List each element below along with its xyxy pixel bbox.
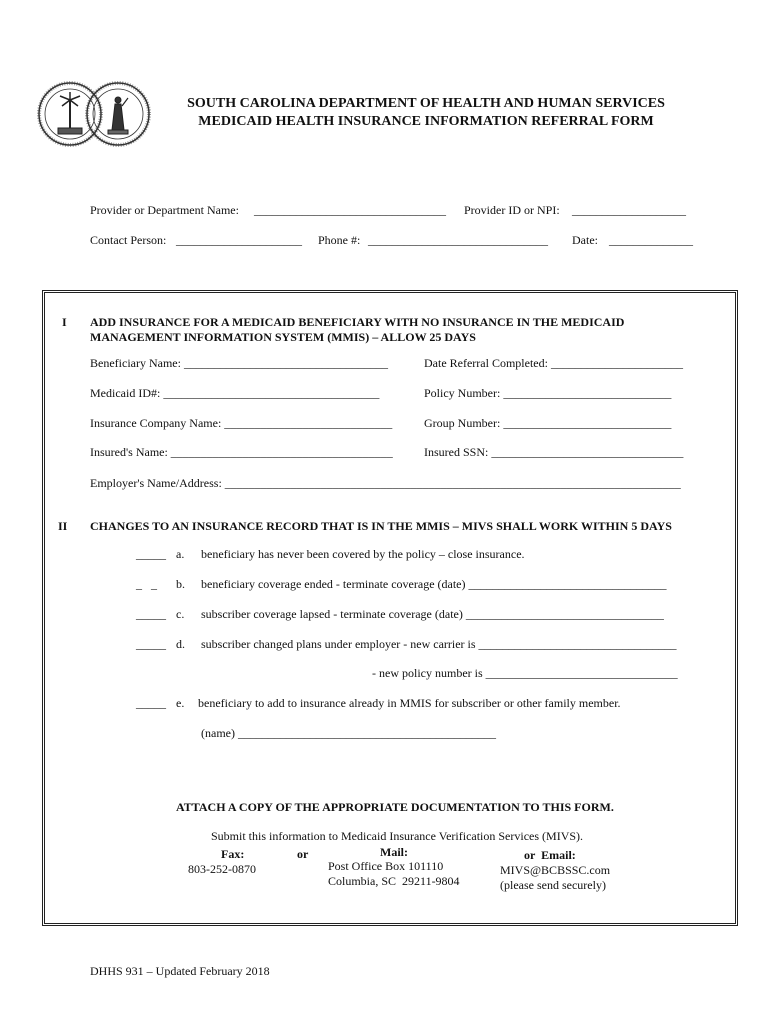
form-id: DHHS 931 – Updated February 2018 bbox=[90, 964, 270, 978]
employer-field[interactable]: Employer's Name/Address: ____________________________________________________________________________ bbox=[90, 476, 681, 490]
section1-heading-line2: MANAGEMENT INFORMATION SYSTEM (MMIS) – ALLOW 25 DAYS bbox=[90, 330, 476, 344]
form-title-line2: MEDICAID HEALTH INSURANCE INFORMATION REFERRAL FORM bbox=[198, 114, 654, 129]
contact-person-field[interactable]: _____________________ bbox=[176, 233, 302, 247]
item-c-text[interactable]: subscriber coverage lapsed - terminate coverage (date) _________________________________ bbox=[201, 607, 664, 621]
section2-heading: CHANGES TO AN INSURANCE RECORD THAT IS IN THE MMIS – MIVS SHALL WORK WITHIN 5 DAYS bbox=[90, 519, 672, 533]
item-a-letter: a. bbox=[176, 547, 185, 561]
item-a-text: beneficiary has never been covered by the policy – close insurance. bbox=[201, 547, 525, 561]
insured-ssn-field[interactable]: Insured SSN: ________________________________ bbox=[424, 445, 684, 459]
email-note: (please send securely) bbox=[500, 878, 606, 892]
or-separator: or bbox=[297, 847, 309, 861]
email-label: or Email: bbox=[524, 848, 576, 862]
date-field[interactable]: ______________ bbox=[609, 233, 693, 247]
item-e-text: beneficiary to add to insurance already in MMIS for subscriber or other family member. bbox=[198, 696, 621, 710]
phone-field[interactable]: ______________________________ bbox=[368, 233, 548, 247]
member-name-field[interactable]: (name) ___________________________________________ bbox=[201, 726, 496, 740]
section1-heading-line1: ADD INSURANCE FOR A MEDICAID BENEFICIARY WITH NO INSURANCE IN THE MEDICAID bbox=[90, 315, 625, 329]
item-e-letter: e. bbox=[176, 696, 185, 710]
item-c-letter: c. bbox=[176, 607, 185, 621]
item-d-text[interactable]: subscriber changed plans under employer - new carrier is _________________________________ bbox=[201, 637, 677, 651]
group-number-field[interactable]: Group Number: ____________________________ bbox=[424, 416, 672, 430]
item-b-blank[interactable]: _ _ bbox=[136, 577, 157, 591]
insured-name-field[interactable]: Insured's Name: _____________________________________ bbox=[90, 445, 393, 459]
phone-label: Phone #: bbox=[318, 233, 361, 247]
form-title-line1: SOUTH CAROLINA DEPARTMENT OF HEALTH AND HUMAN SERVICES bbox=[187, 96, 665, 111]
email-link[interactable]: MIVS@BCBSSC.com bbox=[500, 863, 611, 877]
submit-instruction: Submit this information to Medicaid Insurance Verification Services (MIVS). bbox=[211, 829, 584, 843]
beneficiary-name-field[interactable]: Beneficiary Name: __________________________________ bbox=[90, 356, 388, 370]
attach-instruction: ATTACH A COPY OF THE APPROPRIATE DOCUMENTATION TO THIS FORM. bbox=[176, 800, 614, 814]
state-seal bbox=[36, 64, 166, 164]
policy-number-field[interactable]: Policy Number: ____________________________ bbox=[424, 386, 672, 400]
fax-number: 803-252-0870 bbox=[188, 862, 256, 876]
medicaid-id-field[interactable]: Medicaid ID#: ____________________________________ bbox=[90, 386, 380, 400]
mail-address-line2: Columbia, SC 29211-9804 bbox=[328, 874, 460, 888]
insurance-company-field[interactable]: Insurance Company Name: ____________________________ bbox=[90, 416, 393, 430]
item-c-blank[interactable]: _____ bbox=[136, 607, 166, 621]
provider-name-field[interactable]: ________________________________ bbox=[254, 203, 446, 217]
item-b-text[interactable]: beneficiary coverage ended - terminate coverage (date) _________________________________ bbox=[201, 577, 667, 591]
item-d-blank[interactable]: _____ bbox=[136, 637, 166, 651]
date-label: Date: bbox=[572, 233, 598, 247]
contact-person-label: Contact Person: bbox=[90, 233, 167, 247]
new-policy-number-field[interactable]: - new policy number is ________________________________ bbox=[372, 666, 678, 680]
item-d-letter: d. bbox=[176, 637, 185, 651]
mail-address-line1: Post Office Box 101110 bbox=[328, 859, 444, 873]
section1-number: I bbox=[62, 315, 67, 329]
item-a-blank[interactable]: _____ bbox=[136, 547, 166, 561]
provider-id-field[interactable]: ___________________ bbox=[572, 203, 686, 217]
fax-label: Fax: bbox=[221, 847, 245, 861]
item-b-letter: b. bbox=[176, 577, 185, 591]
item-e-blank[interactable]: _____ bbox=[136, 696, 166, 710]
provider-id-label: Provider ID or NPI: bbox=[464, 203, 560, 217]
mail-label: Mail: bbox=[380, 845, 408, 859]
provider-name-label: Provider or Department Name: bbox=[90, 203, 239, 217]
date-referral-completed-field[interactable]: Date Referral Completed: ______________________ bbox=[424, 356, 683, 370]
section2-number: II bbox=[58, 519, 68, 533]
